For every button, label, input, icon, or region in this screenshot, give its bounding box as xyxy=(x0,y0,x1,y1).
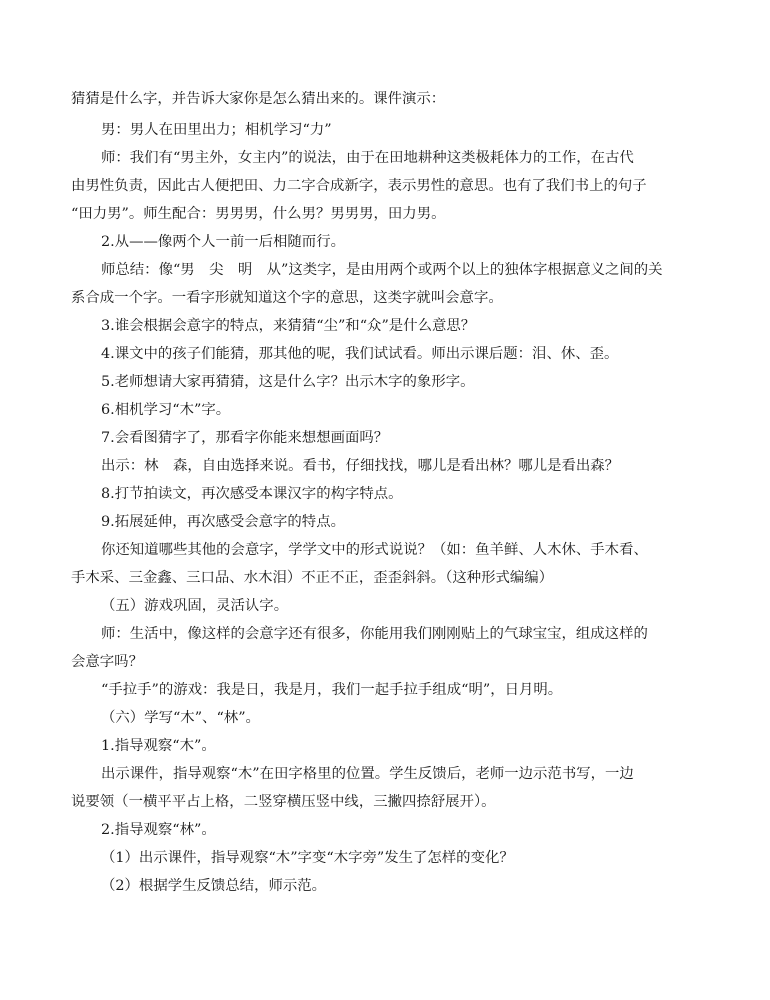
text-line: 3.谁会根据会意字的特点，来猜猜“尘”和“众”是什么意思？ xyxy=(101,318,476,334)
text-line: 5.老师想请大家再猜猜，这是什么字？出示木字的象形字。 xyxy=(101,374,475,390)
text-line: “手拉手”的游戏：我是日，我是月，我们一起手拉手组成“明”，日月明。 xyxy=(101,682,563,698)
text-line: 说要领（一横平平占上格，二竖穿横压竖中线，三撇四捺舒展开）。 xyxy=(71,794,496,810)
text-line: 2.从——像两个人一前一后相随而行。 xyxy=(101,234,345,250)
text-line: 出示：林 森，自由选择来说。看书，仔细找找，哪儿是看出林？哪儿是看出森？ xyxy=(101,458,620,474)
text-line: “田力男”。师生配合：男男男，什么男？男男男，田力男。 xyxy=(71,206,446,222)
text-line: 8.打节拍读文，再次感受本课汉字的构字特点。 xyxy=(101,486,403,502)
text-line: 4.课文中的孩子们能猜，那其他的呢，我们试试看。师出示课后题：泪、休、歪。 xyxy=(101,346,619,362)
text-line: 1.指导观察“木”。 xyxy=(101,738,216,754)
section-heading: （五）游戏巩固，灵活认字。 xyxy=(101,598,289,614)
text-line: 系合成一个字。一看字形就知道这个字的意思，这类字就叫会意字。 xyxy=(71,290,503,306)
text-line: 猜猜是什么字，并告诉大家你是怎么猜出来的。课件演示： xyxy=(71,91,446,107)
text-line: 7.会看图猜字了，那看字你能来想想画面吗？ xyxy=(101,430,389,446)
text-line: 2.指导观察“林”。 xyxy=(101,822,216,838)
text-line: 由男性负责，因此古人便把田、力二字合成新字，表示男性的意思。也有了我们书上的句子 xyxy=(71,178,647,194)
text-line: 出示课件，指导观察“木”在田字格里的位置。学生反馈后，老师一边示范书写，一边 xyxy=(101,766,634,782)
text-line: 师：我们有“男主外，女主内”的说法，由于在田地耕种这类极耗体力的工作，在古代 xyxy=(101,150,634,166)
text-line: 师：生活中，像这样的会意字还有很多，你能用我们刚刚贴上的气球宝宝，组成这样的 xyxy=(101,626,648,642)
text-line: 男：男人在田里出力；相机学习“力” xyxy=(101,122,332,138)
section-heading: （六）学写“木”、“林”。 xyxy=(101,710,260,726)
text-line: 你还知道哪些其他的会意字，学学文中的形式说说？（如：鱼羊鲜、人木休、手木看、 xyxy=(101,542,648,558)
text-line: 会意字吗？ xyxy=(71,654,143,670)
text-line: 手木采、三金鑫、三口品、水木泪）不正不正，歪歪斜斜。（这种形式编编） xyxy=(71,570,554,586)
text-line: 6.相机学习“木”字。 xyxy=(101,402,231,418)
text-line: 9.拓展延伸，再次感受会意字的特点。 xyxy=(101,514,345,530)
text-line: 师总结：像“男 尖 明 从”这类字，是由用两个或两个以上的独体字根据意义之间的关 xyxy=(101,262,663,278)
text-line: （1）出示课件，指导观察“木”字变“木字旁”发生了怎样的变化？ xyxy=(101,850,514,866)
text-line: （2）根据学生反馈总结，师示范。 xyxy=(101,878,327,894)
